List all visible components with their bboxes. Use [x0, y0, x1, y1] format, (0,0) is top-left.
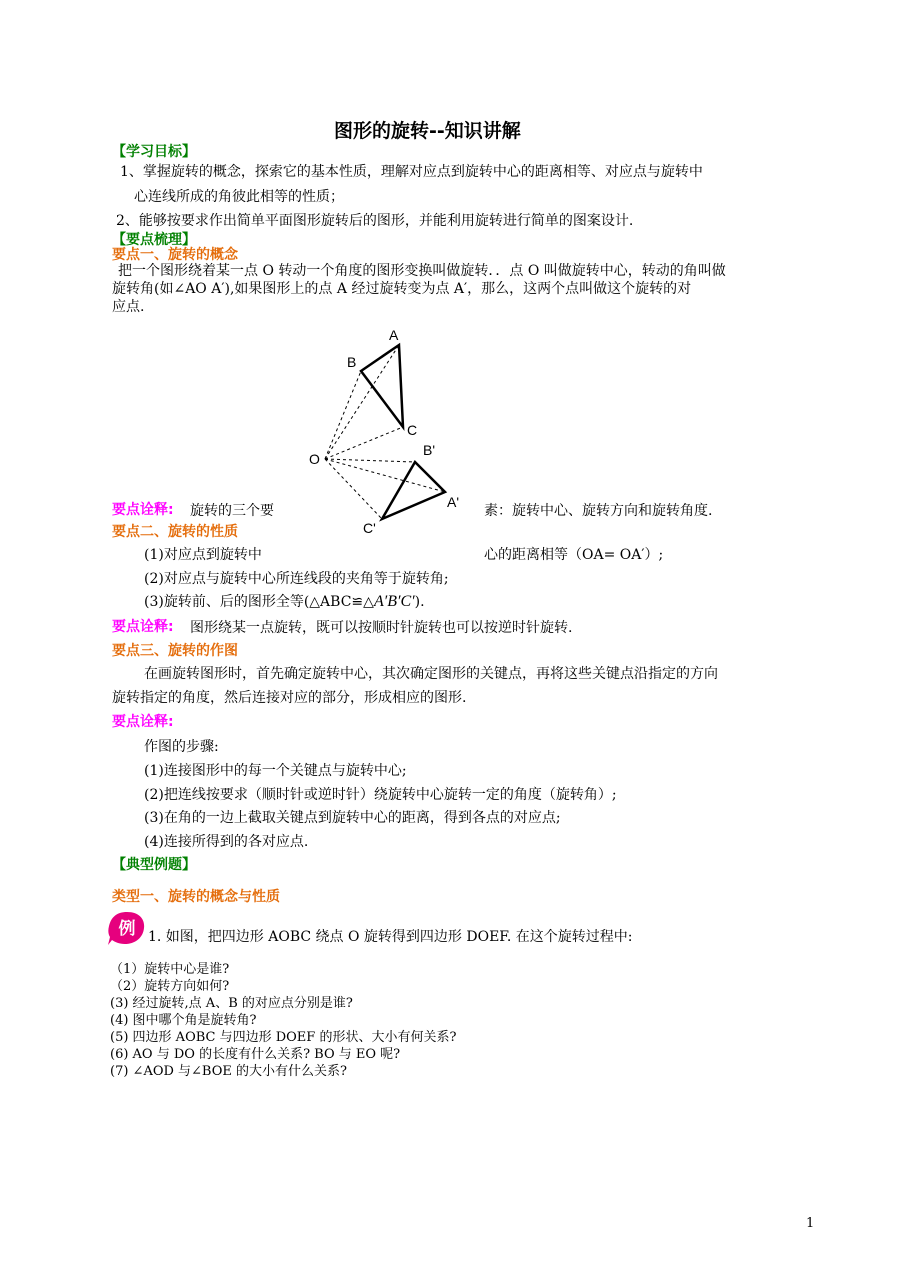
point1-note-label: 要点诠释: [112, 502, 174, 518]
point2-note-text: 图形绕某一点旋转，既可以按顺时针旋转也可以按逆时针旋转. [190, 620, 573, 636]
triangle-abc [361, 345, 403, 427]
point3-note-label: 要点诠释: [112, 714, 174, 730]
point1-line3: 应点. [112, 299, 145, 315]
goals-header: 【学习目标】 [112, 144, 196, 160]
type1-title: 类型一、旋转的概念与性质 [112, 889, 280, 905]
goal-item-1b: 心连线所成的角彼此相等的性质； [134, 189, 344, 205]
page-number: 1 [806, 1216, 815, 1231]
summary-header: 【要点梳理】 [112, 232, 196, 248]
point3-step1: (1)连接图形中的每一个关键点与旋转中心; [144, 763, 407, 779]
example-question: 1. 如图，把四边形 AOBC 绕点 O 旋转得到四边形 DOEF. 在这个旋转过程中: [148, 929, 633, 945]
label-o: O [309, 451, 320, 467]
goal-item-2: 2、能够按要求作出简单平面图形旋转后的图形，并能利用旋转进行简单的图案设计. [116, 213, 634, 229]
point3-step3: (3)在角的一边上截取关键点到旋转中心的距离，得到各点的对应点; [144, 810, 561, 826]
point3-steps-intro: 作图的步骤: [144, 739, 219, 755]
triangle-a2b2c2 [382, 462, 445, 519]
example-sub-3: (3) 经过旋转,点 A、B 的对应点分别是谁? [110, 996, 353, 1011]
example-sub-2: （2）旋转方向如何? [110, 979, 230, 994]
point2-p3-math: A′B′C′ [373, 593, 415, 610]
goal-item-1a: 1、掌握旋转的概念，探索它的基本性质，理解对应点到旋转中心的距离相等、对应点与旋转中 [120, 164, 703, 180]
point2-p3 [144, 592, 425, 612]
point2-p1a: (1)对应点到旋转中 [144, 547, 262, 563]
point2-p3a: (3)旋转前、后的图形全等(△ABC≌△ [144, 594, 374, 610]
label-b: B [347, 354, 357, 370]
point2-note-label: 要点诠释: [112, 619, 174, 635]
label-a: A [389, 327, 399, 343]
example-badge-text: 例 [118, 919, 136, 939]
point3-line1: 在画旋转图形时，首先确定旋转中心，其次确定图形的关键点，再将这些关键点沿指定的方向 [144, 666, 718, 682]
point1-line1: 把一个图形绕着某一点 O 转动一个角度的图形变换叫做旋转．．点 O 叫做旋转中心，转动的角叫做 [118, 263, 726, 279]
dashed-line-ob2 [325, 459, 415, 462]
example-sub-4: (4) 图中哪个角是旋转角? [110, 1013, 257, 1028]
example-sub-7: (7) ∠AOD 与∠BOE 的大小有什么关系? [110, 1064, 347, 1079]
label-c: C [407, 422, 418, 438]
page-title: 图形的旋转--知识讲解 [334, 120, 521, 142]
dashed-line-ob [325, 371, 361, 459]
example-sub-6: (6) AO 与 DO 的长度有什么关系? BO 与 EO 呢? [110, 1047, 401, 1062]
point2-p2: (2)对应点与旋转中心所连线段的夹角等于旋转角; [144, 571, 449, 587]
label-b2: B' [423, 442, 436, 458]
dashed-line-oc2 [325, 459, 382, 519]
point3-line2: 旋转指定的角度，然后连接对应的部分，形成相应的图形. [112, 690, 467, 706]
point1-note-b: 素：旋转中心、旋转方向和旋转角度. [484, 503, 713, 519]
point2-p1b: 心的距离相等（OA= OA′）; [484, 547, 664, 563]
example-badge-icon [107, 910, 147, 946]
rotation-figure [300, 322, 480, 542]
point2-p3b: ). [414, 594, 425, 610]
dashed-connectors [325, 345, 445, 519]
dashed-line-oa [325, 345, 399, 459]
examples-header: 【典型例题】 [112, 857, 196, 873]
point3-step4: (4)连接所得到的各对应点. [144, 834, 309, 850]
dashed-line-oc [325, 427, 403, 459]
example-sub-5: (5) 四边形 AOBC 与四边形 DOEF 的形状、大小有何关系? [110, 1030, 457, 1045]
point1-note-a: 旋转的三个要 [190, 503, 274, 519]
point3-step2: (2)把连线按要求（顺时针或逆时针）绕旋转中心旋转一定的角度（旋转角）; [144, 787, 617, 803]
label-a2: A' [447, 494, 460, 510]
point1-title: 要点一、旋转的概念 [112, 247, 238, 263]
example-sub-1: （1）旋转中心是谁? [110, 962, 230, 977]
point3-title: 要点三、旋转的作图 [112, 643, 238, 659]
point1-line2: 旋转角(如∠AO A′),如果图形上的点 A 经过旋转变为点 A′，那么，这两个点叫做这个旋转的对 [112, 281, 692, 297]
point2-title: 要点二、旋转的性质 [112, 524, 238, 540]
label-c2: C' [363, 520, 376, 536]
